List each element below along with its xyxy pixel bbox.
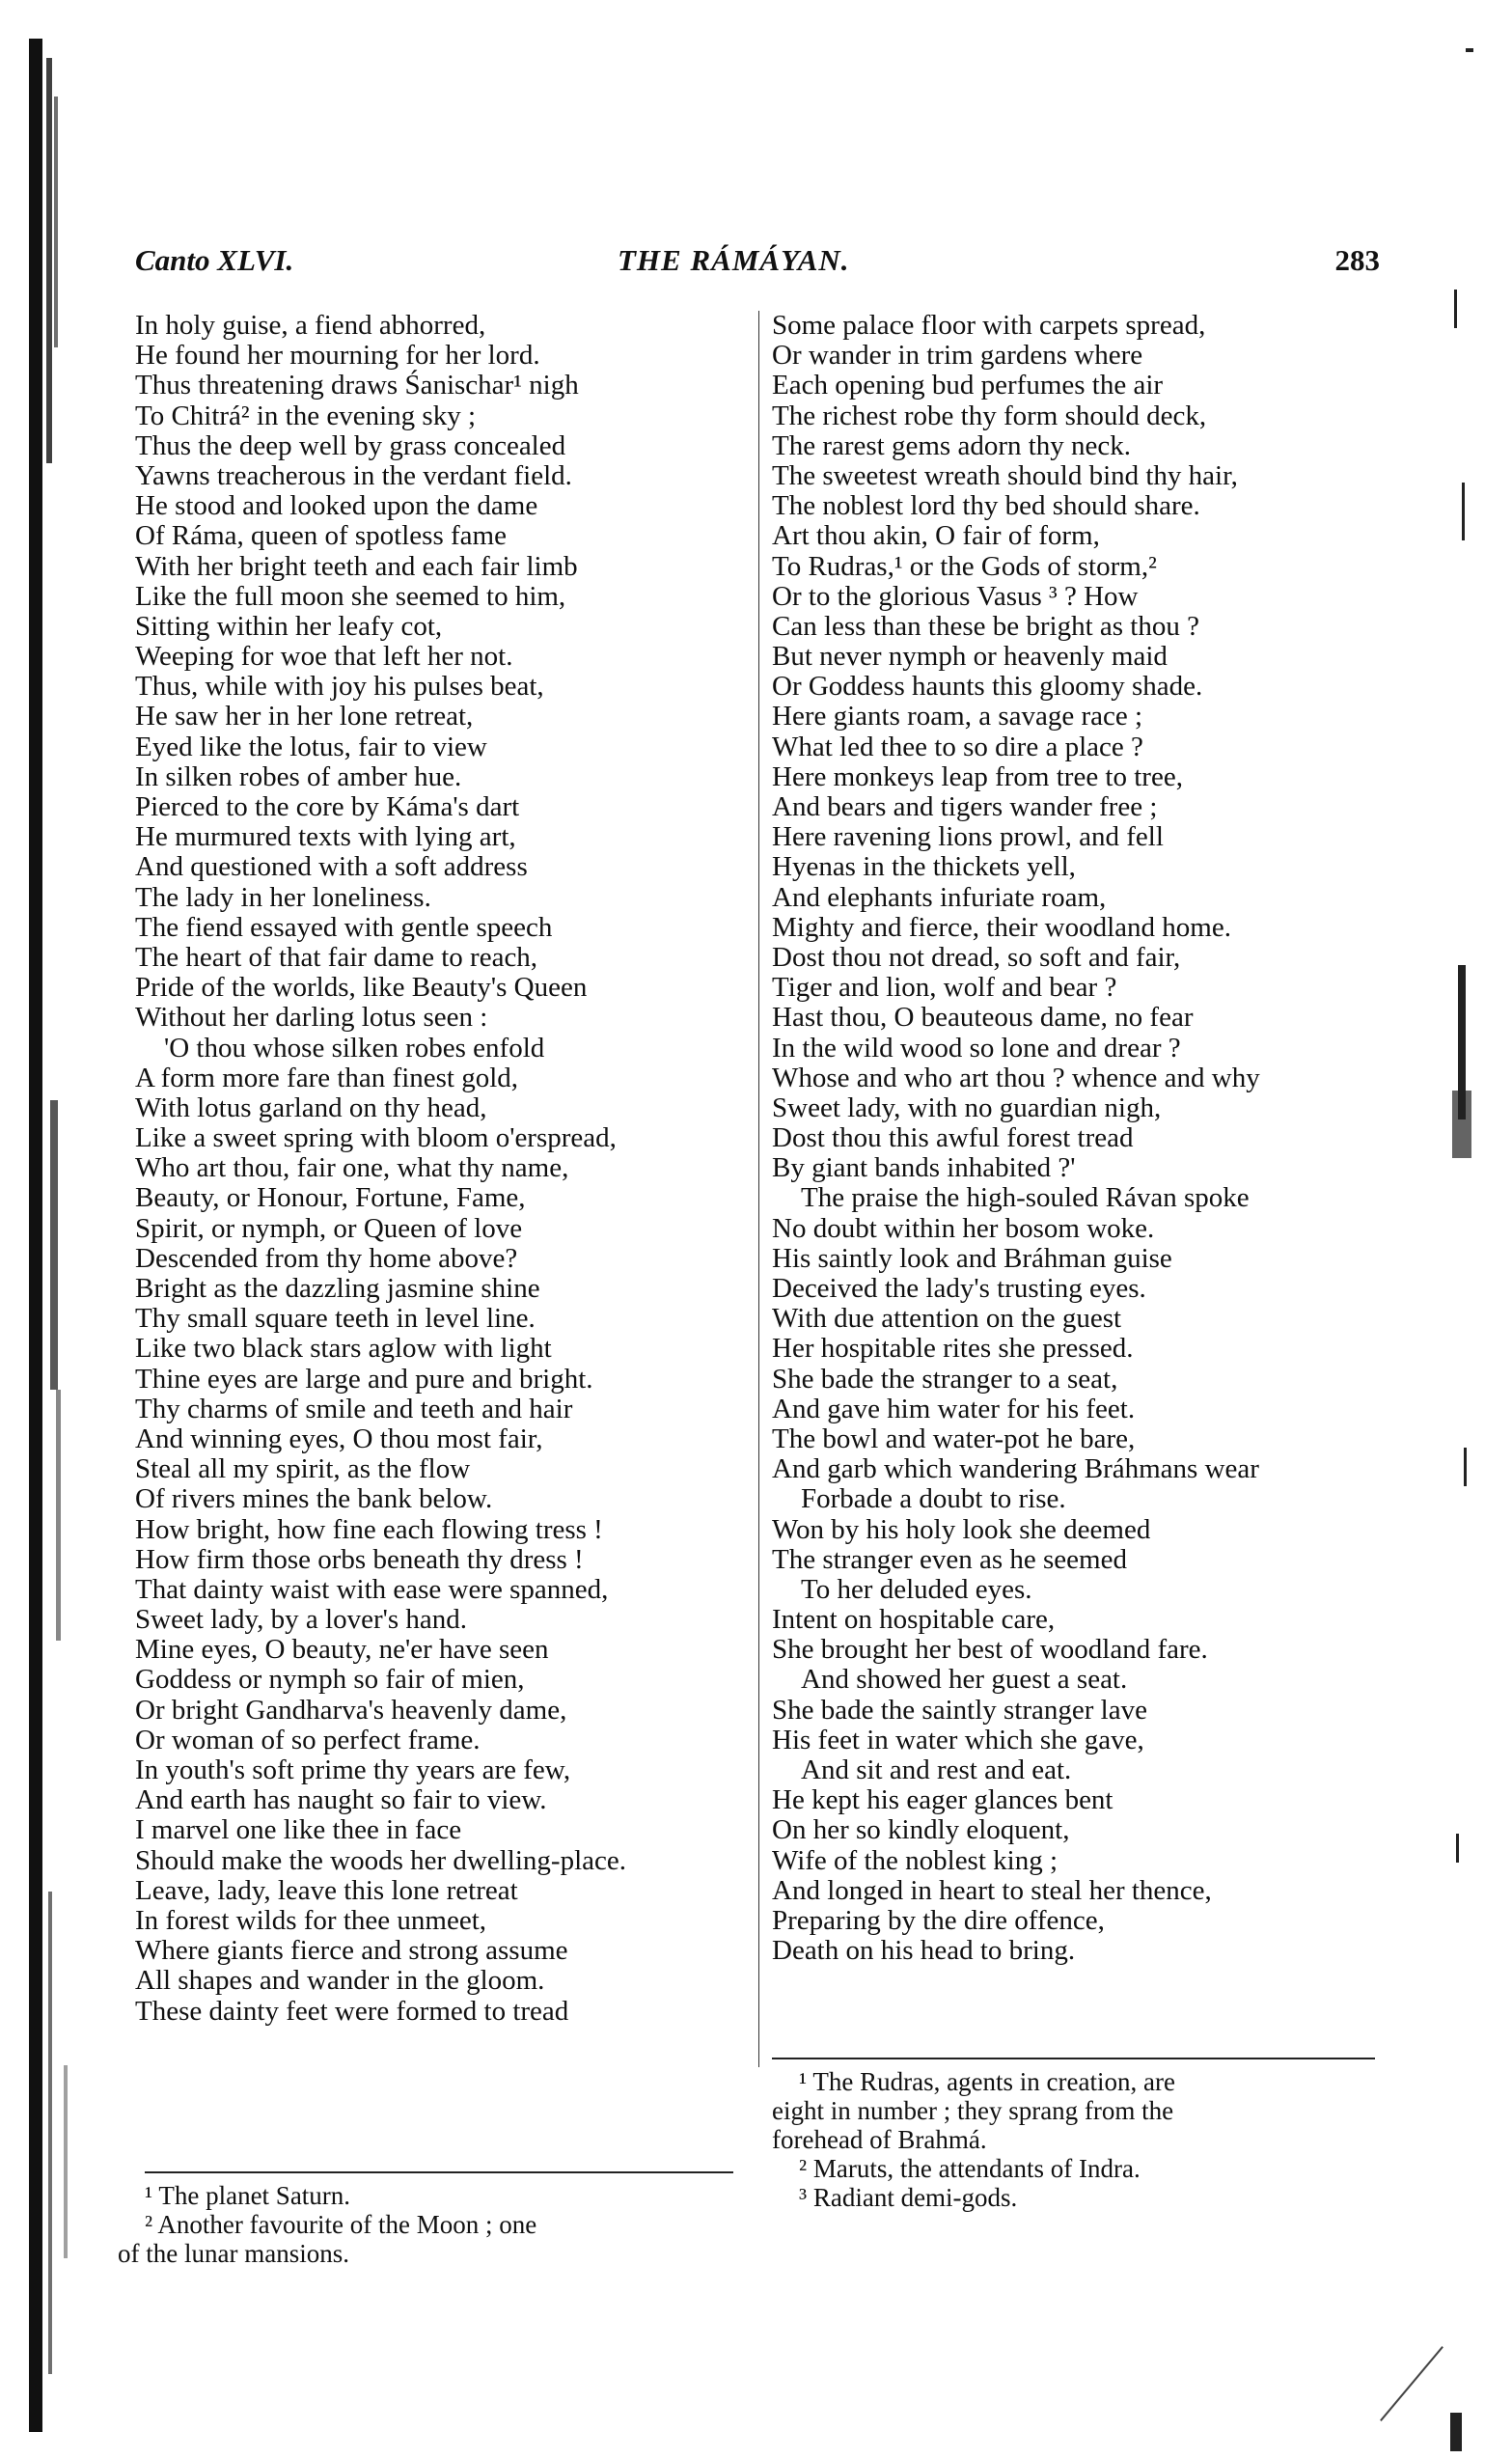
right-verse-line: To Rudras,¹ or the Gods of storm,²: [772, 550, 1157, 582]
left-verse-line: Of rivers mines the bank below.: [135, 1483, 493, 1515]
footnote-line: eight in number ; they sprang from the: [772, 2096, 1174, 2125]
right-verse-line: His saintly look and Bráhman guise: [772, 1242, 1172, 1274]
left-verse-line: Steal all my spirit, as the flow: [135, 1453, 471, 1485]
right-verse-line: Dost thou this awful forest tread: [772, 1122, 1134, 1154]
left-verse-line: And earth has naught so fair to view.: [135, 1784, 547, 1816]
left-verse-line: With her bright teeth and each fair limb: [135, 550, 578, 582]
right-verse-line: Some palace floor with carpets spread,: [772, 310, 1206, 341]
left-verse-line: I marvel one like thee in face: [135, 1814, 462, 1846]
left-verse-line: How bright, how fine each flowing tress !: [135, 1513, 603, 1545]
right-verse-line: Here monkeys leap from tree to tree,: [772, 760, 1183, 792]
left-verse-line: In silken robes of amber hue.: [135, 760, 462, 792]
left-verse-line: Sitting within her leafy cot,: [135, 610, 443, 642]
canto-label: Canto XLVI.: [135, 243, 294, 277]
footnote-line: ¹ The planet Saturn.: [145, 2181, 351, 2210]
left-verse-line: Thy charms of smile and teeth and hair: [135, 1393, 573, 1424]
right-verse-line: Forbade a doubt to rise.: [801, 1483, 1066, 1515]
left-verse-line: Who art thou, fair one, what thy name,: [135, 1152, 569, 1184]
left-verse-line: Like two black stars aglow with light: [135, 1333, 552, 1365]
right-verse-line: And garb which wandering Bráhmans wear: [772, 1453, 1259, 1485]
left-verse-line: And winning eyes, O thou most fair,: [135, 1423, 543, 1454]
right-verse-line: She bade the stranger to a seat,: [772, 1363, 1118, 1395]
left-verse-line: To Chitrá² in the evening sky ;: [135, 400, 476, 431]
right-verse-line: Art thou akin, O fair of form,: [772, 520, 1100, 552]
left-verse-line: Should make the woods her dwelling-place.: [135, 1844, 626, 1876]
right-column-verse: [772, 311, 1409, 1966]
right-verse-line: She bade the saintly stranger lave: [772, 1694, 1147, 1726]
left-verse-line: Or bright Gandharva's heavenly dame,: [135, 1694, 567, 1726]
right-verse-line: Whose and who art thou ? whence and why: [772, 1062, 1260, 1093]
left-verse-line: Eyed like the lotus, fair to view: [135, 731, 487, 762]
right-verse-line: To her deluded eyes.: [801, 1573, 1032, 1605]
left-verse-line: In holy guise, a fiend abhorred,: [135, 310, 486, 341]
left-verse-line: How firm those orbs beneath thy dress !: [135, 1543, 584, 1575]
footnote-line: ¹ The Rudras, agents in creation, are: [799, 2067, 1175, 2096]
right-verse-line: And bears and tigers wander free ;: [772, 791, 1158, 822]
left-verse-line: Thus, while with joy his pulses beat,: [135, 671, 544, 703]
right-verse-line: With due attention on the guest: [772, 1303, 1122, 1335]
right-verse-line: The noblest lord thy bed should share.: [772, 490, 1200, 522]
right-verse-line: Death on his head to bring.: [772, 1935, 1076, 1967]
left-verse-line: Or woman of so perfect frame.: [135, 1724, 481, 1755]
left-verse-line: Like a sweet spring with bloom o'erspread,: [135, 1122, 617, 1154]
left-verse-line: Weeping for woe that left her not.: [135, 641, 513, 673]
left-verse-line: And questioned with a soft address: [135, 851, 528, 883]
left-verse-line: He saw her in her lone retreat,: [135, 701, 474, 732]
left-verse-line: He found her mourning for her lord.: [135, 340, 540, 372]
margin-pencil-mark: [1380, 2346, 1443, 2421]
right-verse-line: Or wander in trim gardens where: [772, 340, 1143, 372]
left-verse-line: Thus the deep well by grass concealed: [135, 429, 566, 461]
right-verse-line: But never nymph or heavenly maid: [772, 641, 1168, 673]
book-title: THE RÁMÁYAN.: [618, 243, 850, 277]
right-verse-line: His feet in water which she gave,: [772, 1724, 1144, 1755]
left-verse-line: Without her darling lotus seen :: [135, 1002, 488, 1034]
left-verse-line: Spirit, or nymph, or Queen of love: [135, 1212, 523, 1244]
right-verse-line: Or to the glorious Vasus ³ ? How: [772, 580, 1139, 612]
right-verse-line: Or Goddess haunts this gloomy shade.: [772, 671, 1203, 703]
right-verse-line: Wife of the noblest king ;: [772, 1844, 1058, 1876]
left-verse-line: He stood and looked upon the dame: [135, 490, 538, 522]
right-verse-line: Tiger and lion, wolf and bear ?: [772, 972, 1117, 1004]
right-verse-line: Hyenas in the thickets yell,: [772, 851, 1076, 883]
left-verse-line: 'O thou whose silken robes enfold: [164, 1032, 545, 1064]
footnote-rule-left: [145, 2171, 733, 2173]
left-verse-line: Like the full moon she seemed to him,: [135, 580, 566, 612]
left-verse-line: Pierced to the core by Káma's dart: [135, 791, 520, 822]
right-verse-line: Intent on hospitable care,: [772, 1604, 1056, 1636]
right-verse-line: Hast thou, O beauteous dame, no fear: [772, 1002, 1194, 1034]
column-divider: [758, 311, 759, 2067]
left-verse-line: Descended from thy home above?: [135, 1242, 518, 1274]
right-verse-line: Sweet lady, with no guardian nigh,: [772, 1091, 1162, 1123]
right-verse-line: The richest robe thy form should deck,: [772, 400, 1207, 431]
right-verse-line: And showed her guest a seat.: [801, 1664, 1128, 1696]
footnote-rule-right: [772, 2058, 1375, 2059]
left-verse-line: A form more fare than finest gold,: [135, 1062, 519, 1093]
right-verse-line: The stranger even as he seemed: [772, 1543, 1127, 1575]
edge-marks: [1444, 0, 1512, 2459]
footnote-line: forehead of Brahmá.: [772, 2125, 987, 2154]
right-verse-line: In the wild wood so lone and drear ?: [772, 1032, 1181, 1064]
left-verse-line: These dainty feet were formed to tread: [135, 1995, 569, 2027]
right-verse-line: Here ravening lions prowl, and fell: [772, 821, 1164, 853]
left-verse-line: Bright as the dazzling jasmine shine: [135, 1273, 540, 1304]
right-verse-line: Mighty and fierce, their woodland home.: [772, 911, 1231, 943]
right-verse-line: No doubt within her bosom woke.: [772, 1212, 1155, 1244]
footnotes-left: [118, 2181, 735, 2268]
footnote-line: ³ Radiant demi-gods.: [799, 2183, 1018, 2212]
left-verse-line: Of Ráma, queen of spotless fame: [135, 520, 507, 552]
right-verse-line: And sit and rest and eat.: [801, 1754, 1072, 1785]
left-verse-line: Thine eyes are large and pure and bright.: [135, 1363, 593, 1395]
right-verse-line: By giant bands inhabited ?': [772, 1152, 1076, 1184]
right-verse-line: Here giants roam, a savage race ;: [772, 701, 1143, 732]
right-verse-line: The bowl and water-pot he bare,: [772, 1423, 1136, 1454]
left-verse-line: Beauty, or Honour, Fortune, Fame,: [135, 1182, 526, 1214]
right-verse-line: Each opening bud perfumes the air: [772, 370, 1164, 401]
book-spine-shadow: [17, 39, 75, 2442]
right-verse-line: Her hospitable rites she pressed.: [772, 1333, 1134, 1365]
left-verse-line: Sweet lady, by a lover's hand.: [135, 1604, 468, 1636]
left-verse-line: He murmured texts with lying art,: [135, 821, 516, 853]
right-verse-line: Deceived the lady's trusting eyes.: [772, 1273, 1146, 1304]
right-verse-line: The rarest gems adorn thy neck.: [772, 429, 1132, 461]
right-verse-line: He kept his eager glances bent: [772, 1784, 1113, 1816]
footnote-line: of the lunar mansions.: [118, 2239, 349, 2268]
left-verse-line: That dainty waist with ease were spanned,: [135, 1573, 609, 1605]
right-verse-line: Preparing by the dire offence,: [772, 1904, 1105, 1936]
footnotes-right: [772, 2067, 1389, 2212]
left-verse-line: Goddess or nymph so fair of mien,: [135, 1664, 525, 1696]
footnote-line: ² Maruts, the attendants of Indra.: [799, 2154, 1141, 2183]
left-verse-line: Thy small square teeth in level line.: [135, 1303, 536, 1335]
left-verse-line: In youth's soft prime thy years are few,: [135, 1754, 571, 1785]
right-verse-line: Won by his holy look she deemed: [772, 1513, 1151, 1545]
left-verse-line: With lotus garland on thy head,: [135, 1091, 487, 1123]
page-number: 283: [1334, 243, 1380, 277]
footnote-line: ² Another favourite of the Moon ; one: [145, 2210, 537, 2239]
right-verse-line: She brought her best of woodland fare.: [772, 1634, 1208, 1666]
right-verse-line: What led thee to so dire a place ?: [772, 731, 1143, 762]
right-verse-line: Dost thou not dread, so soft and fair,: [772, 941, 1181, 973]
right-verse-line: And elephants infuriate roam,: [772, 881, 1107, 913]
right-verse-line: On her so kindly eloquent,: [772, 1814, 1070, 1846]
right-verse-line: The praise the high-souled Rávan spoke: [801, 1182, 1250, 1214]
right-verse-line: And gave him water for his feet.: [772, 1393, 1136, 1424]
right-verse-line: Can less than these be bright as thou ?: [772, 610, 1199, 642]
left-column-verse: [135, 311, 753, 2027]
left-verse-line: Thus threatening draws Śanischar¹ nigh: [135, 370, 579, 401]
left-verse-line: The heart of that fair dame to reach,: [135, 941, 538, 973]
right-verse-line: The sweetest wreath should bind thy hair,: [772, 459, 1238, 491]
left-verse-line: Pride of the worlds, like Beauty's Queen: [135, 972, 588, 1004]
left-verse-line: The lady in her loneliness.: [135, 881, 431, 913]
left-verse-line: Leave, lady, leave this lone retreat: [135, 1874, 518, 1906]
left-verse-line: The fiend essayed with gentle speech: [135, 911, 553, 943]
left-verse-line: Yawns treacherous in the verdant field.: [135, 459, 572, 491]
left-verse-line: All shapes and wander in the gloom.: [135, 1965, 545, 1997]
running-header: [135, 243, 1380, 282]
right-verse-line: And longed in heart to steal her thence,: [772, 1874, 1212, 1906]
left-verse-line: Mine eyes, O beauty, ne'er have seen: [135, 1634, 549, 1666]
left-verse-line: Where giants fierce and strong assume: [135, 1935, 568, 1967]
left-verse-line: In forest wilds for thee unmeet,: [135, 1904, 487, 1936]
